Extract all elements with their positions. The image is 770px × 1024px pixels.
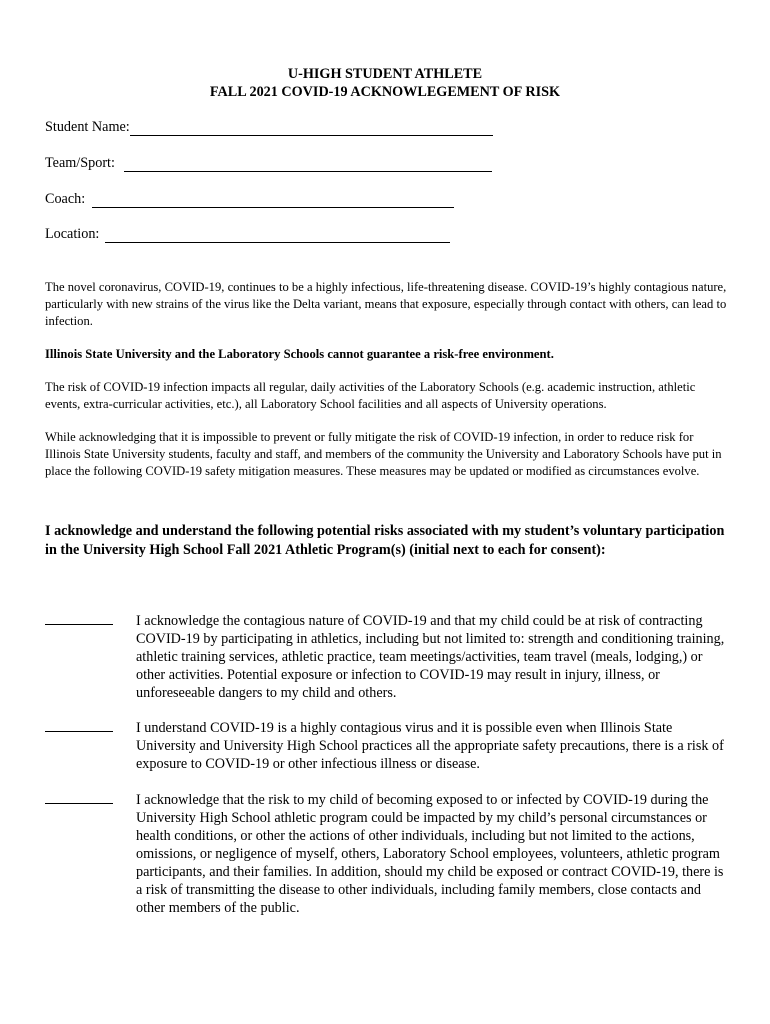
acknowledgement-item-text: I acknowledge the contagious nature of COVID-19 and that my child could be at risk of contracting COVID-19 by participating in athletics, including but not limited to: strength and conditioning training, athletic training services, athletic practice, team meetings/activities, team travel (meals, lodging,) or other activities. Potential exposure or infection to COVID-19 may result in injury, illness, or unforeseeable dangers to my child and others. [136,613,725,701]
student-name-input-line[interactable] [130,121,493,136]
student-name-label: Student Name: [45,119,130,135]
acknowledgement-heading: I acknowledge and understand the following potential risks associated with my student’s voluntary participation in the University High School Fall 2021 Athletic Program(s) (initial next to each for consent): [45,523,725,558]
initials-blank[interactable] [45,719,113,732]
mitigation-paragraph: While acknowledging that it is impossible to prevent or fully mitigate the risk of COVID-19 infection, in order to reduce risk for Illinois State University students, faculty and staff, and members of the community the University and Laboratory Schools have put in place the following COVID-19 safety mitigation measures. These measures may be updated or modified as circumstances evolve. [45,430,722,478]
location-label: Location: [45,226,100,242]
form-title [0,66,770,101]
team-sport-field [45,155,492,172]
coach-field [45,191,454,208]
coach-input-line[interactable] [92,193,454,208]
initials-blank[interactable] [45,612,113,625]
intro-paragraph: The novel coronavirus, COVID-19, continues to be a highly infectious, life-threatening disease. COVID-19’s highly contagious nature, particularly with new strains of the virus like the Delta variant, means that exposure, especially through contact with others, can lead to infection. [45,280,727,328]
acknowledgement-item-text: I understand COVID-19 is a highly contagious virus and it is possible even when Illinois State University and University High School practices all the appropriate safety precautions, there is a risk of exposure to COVID-19 or other infectious illness or disease. [136,720,724,772]
coach-label: Coach: [45,191,86,207]
title-line-1: U-HIGH STUDENT ATHLETE [287,66,483,82]
student-name-field [45,119,493,136]
location-field [45,226,450,243]
risk-scope-paragraph: The risk of COVID-19 infection impacts all regular, daily activities of the Laboratory Schools (e.g. academic instruction, athletic events, extra-curricular activities, etc.), all Laboratory School facilities and all aspects of University operations. [45,380,696,411]
title-line-2: FALL 2021 COVID-19 ACKNOWLEGEMENT OF RISK [209,83,561,100]
initials-blank[interactable] [45,791,113,804]
team-sport-label: Team/Sport: [45,155,115,171]
acknowledgement-item-text: I acknowledge that the risk to my child of becoming exposed to or infected by COVID-19 during the University High School athletic program could be impacted by my child’s personal circumstances or health conditions, or other the actions of other individuals, including but not limited to the actions, omissions, or negligence of myself, others, Laboratory School employees, volunteers, athletic program participants, and their families. In addition, should my child be exposed or contract COVID-19, there is a risk of transmitting the disease to other individuals, including family members, close contacts and other members of the public. [136,792,724,916]
guarantee-statement: Illinois State University and the Laboratory Schools cannot guarantee a risk-free environment. [45,347,554,361]
location-input-line[interactable] [105,228,450,243]
team-sport-input-line[interactable] [124,157,492,172]
